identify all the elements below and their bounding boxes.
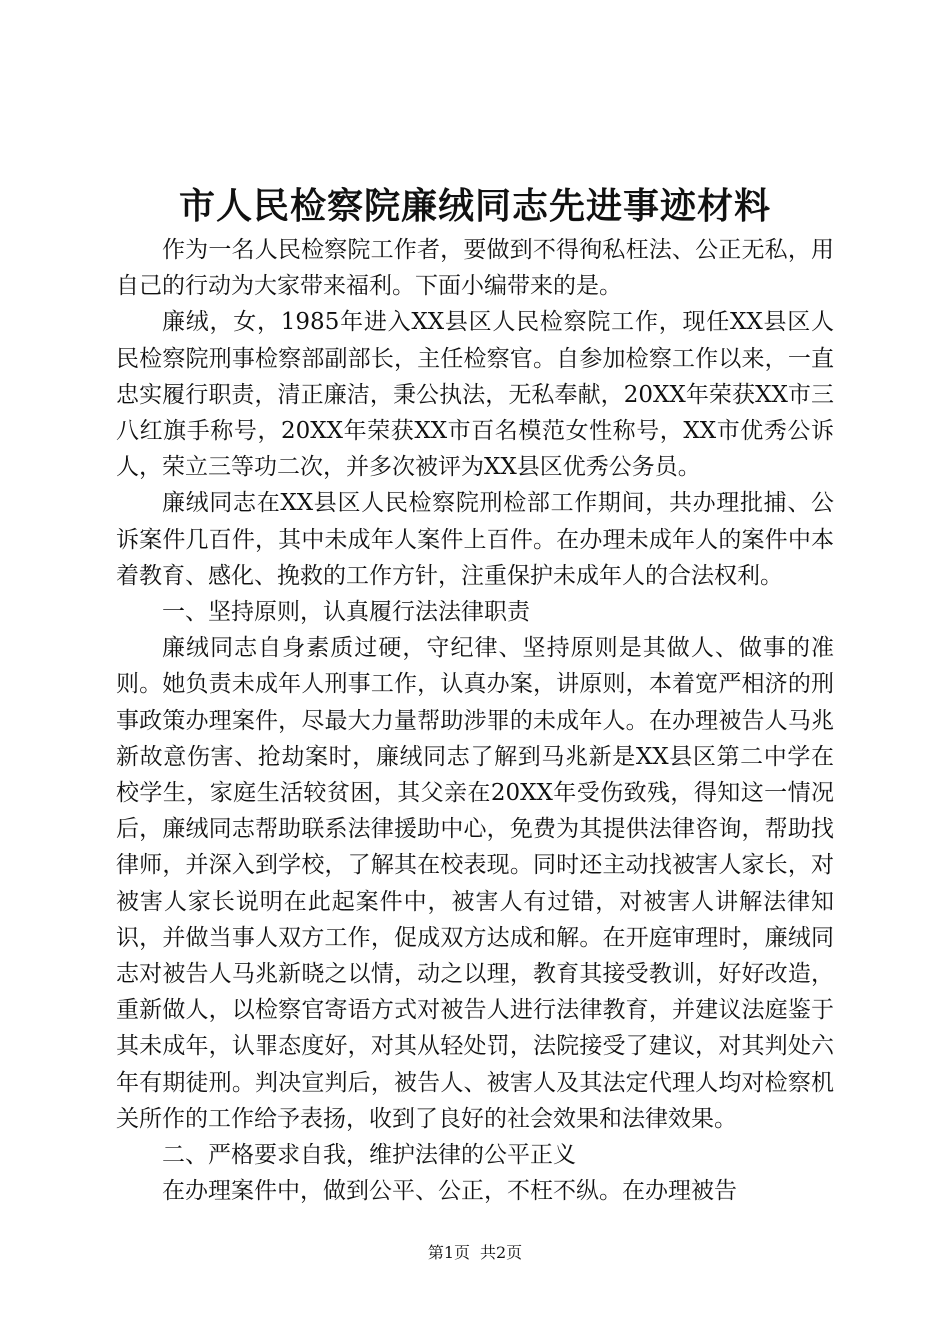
paragraph-principles: 廉绒同志自身素质过硬，守纪律、坚持原则是其做人、做事的准则。她负责未成年人刑事工作，认真办案，讲原则，本着宽严相济的刑事政策办理案件，尽最大力量帮助涉罪的未成年人。在办理被告人马兆新故意伤害、抢劫案时，廉绒同志了解到马兆新是XX县区第二中学在校学生，家庭生活较贫困，其父亲在20XX年受伤致残，得知这一情况后，廉绒同志帮助联系法律援助中心，免费为其提供法律咨询，帮助找律师，并深入到学校，了解其在校表现。同时还主动找被害人家长，对被害人家长说明在此起案件中，被害人有过错，对被害人讲解法律知识，并做当事人双方工作，促成双方达成和解。在开庭审理时，廉绒同志对被告人马兆新晓之以情，动之以理，教育其接受教训，好好改造，重新做人，以检察官寄语方式对被告人进行法律教育，并建议法庭鉴于其未成年，认罪态度好，对其从轻处罚，法院接受了建议，对其判处六年有期徒刑。判决宣判后，被告人、被害人及其法定代理人均对检察机关所作的工作给予表扬，收到了良好的社会效果和法律效果。 xyxy=(116,635,834,1132)
page-number: 第1页 xyxy=(427,1243,470,1262)
paragraph-intro: 作为一名人民检察院工作者，要做到不得徇私枉法、公正无私，用自己的行动为大家带来福利。下面小编带来的是。 xyxy=(116,237,834,300)
page-footer xyxy=(0,1243,950,1263)
paragraph-profile: 廉绒，女，1985年进入XX县区人民检察院工作，现任XX县区人民检察院刑事检察部副部长，主任检察官。自参加检察工作以来，一直忠实履行职责，清正廉洁，秉公执法，无私奉献，20XX年荣获XX市三八红旗手称号，20XX年荣获XX市百名模范女性称号，XX市优秀公诉人，荣立三等功二次，并多次被评为XX县区优秀公务员。 xyxy=(116,309,834,481)
paragraph-cases: 廉绒同志在XX县区人民检察院刑检部工作期间，共办理批捕、公诉案件几百件，其中未成年人案件上百件。在办理未成年人的案件中本着教育、感化、挽救的工作方针，注重保护未成年人的合法权利。 xyxy=(116,490,834,589)
paragraph-fairness: 在办理案件中，做到公平、公正，不枉不纵。在办理被告 xyxy=(162,1178,737,1205)
document-body xyxy=(116,232,834,1209)
page-total: 共2页 xyxy=(480,1243,523,1262)
document-title: 市人民检察院廉绒同志先进事迹材料 xyxy=(178,185,771,227)
section-heading-1: 一、坚持原则，认真履行法法律职责 xyxy=(162,599,530,626)
section-heading-2: 二、严格要求自我，维护法律的公平正义 xyxy=(162,1142,576,1169)
